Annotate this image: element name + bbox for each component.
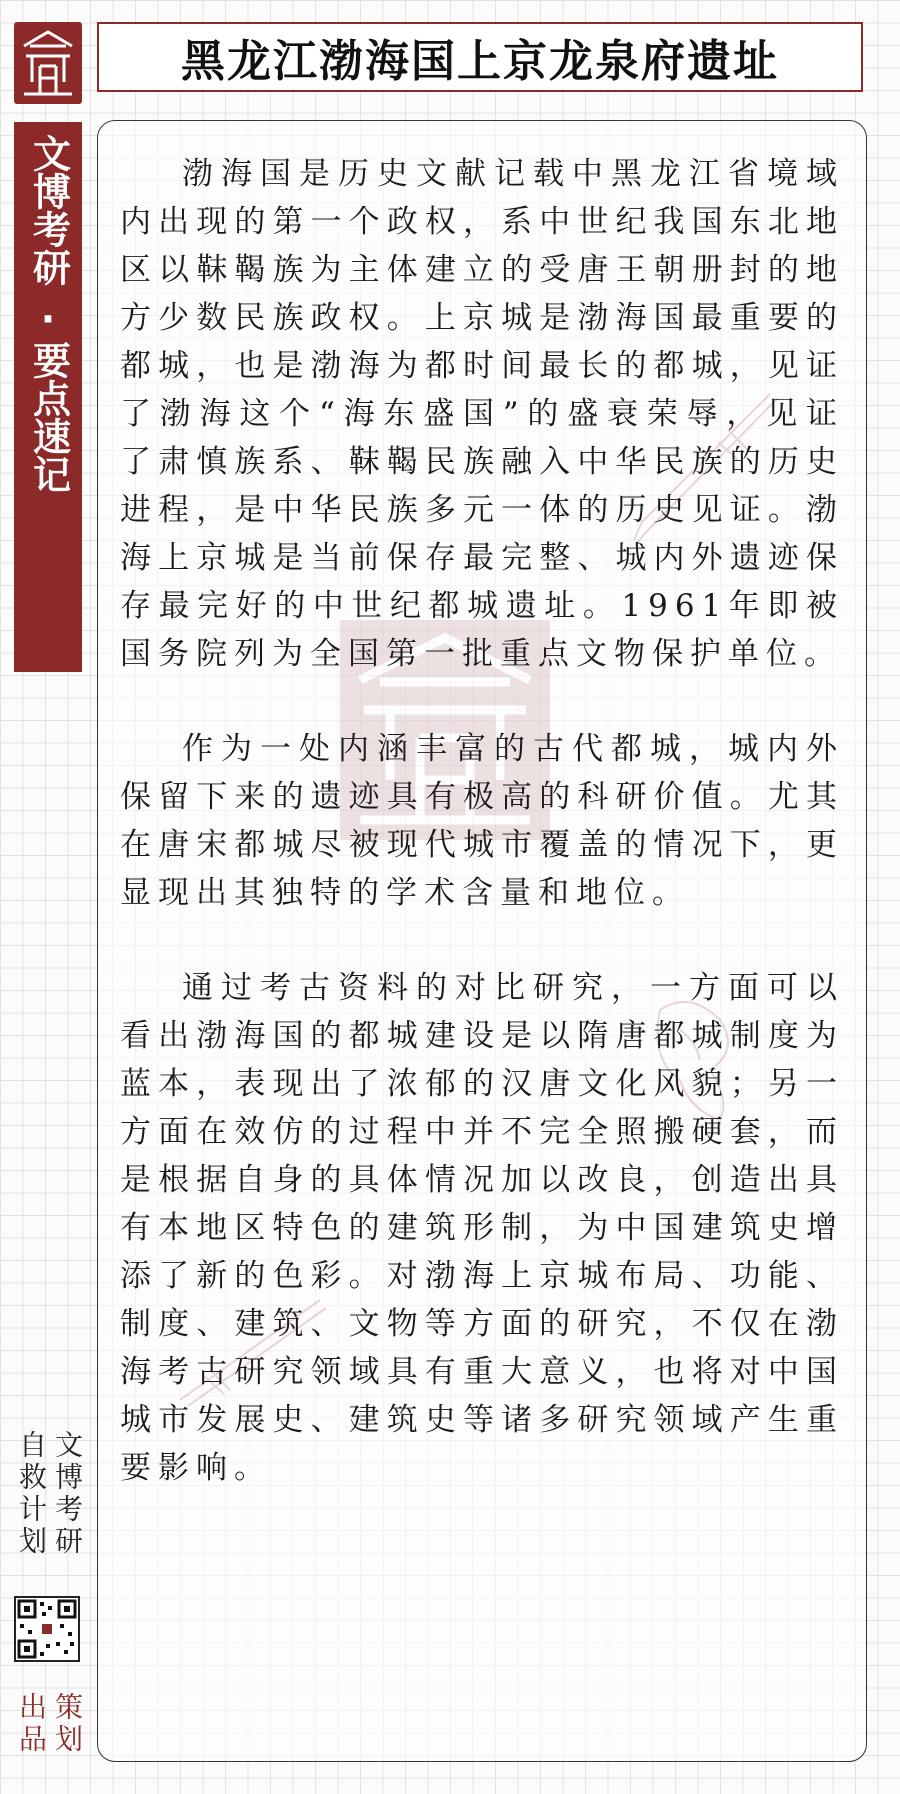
- title-box: [97, 22, 863, 92]
- paragraph-3: 通过考古资料的对比研究，一方面可以看出渤海国的都城建设是以隋唐都城制度为蓝本，表现出了浓郁的汉唐文化风貌；另一方面在效仿的过程中并不完全照搬硬套，而是根据自身的具体情况加以改良，创造出具有本地区特色的建筑形制，为中国建筑史增添了新的色彩。对渤海上京城布局、功能、制度、建筑、文物等方面的研究，不仅在渤海考古研究领域具有重大意义，也将对中国城市发展史、建筑史等诸多研究领域产生重要影响。: [120, 970, 844, 1486]
- banner-text-top: 文博考研: [26, 134, 71, 286]
- paragraph-1: 渤海国是历史文献记载中黑龙江省境域内出现的第一个政权，系中世纪我国东北地区以靺鞨族为主体建立的受唐王朝册封的地方少数民族政权。上京城是渤海国最重要的都城，也是渤海为都时间最长的都城，见证了渤海这个“海东盛国”的盛衰荣辱，见证了肃慎族系、靺鞨民族融入中华民族的历史进程，是中华民族多元一体的历史见证。渤海上京城是当前保存最完整、城内外遗迹保存最完好的中世纪都城遗址。1961年即被国务院列为全国第一批重点文物保护单位。: [120, 156, 844, 672]
- producer-col-left: 出品: [15, 1692, 48, 1756]
- producer-col-right: 策划: [51, 1692, 84, 1756]
- footer-col-right: 文博考研: [51, 1430, 84, 1558]
- pavilion-logo-icon: [14, 22, 82, 104]
- paragraph-2: 作为一处内涵丰富的古代都城，城内外保留下来的遗迹具有极高的科研价值。尤其在唐宋都城尽被现代城市覆盖的情况下，更显现出其独特的学术含量和地位。: [120, 731, 844, 911]
- article-body: [120, 150, 844, 1492]
- banner-text-bottom: 要点速记: [26, 341, 71, 493]
- banner-dot: ·: [40, 297, 56, 341]
- logo: [14, 22, 82, 104]
- qr-code: [14, 1596, 80, 1662]
- footer-col-left: 自救计划: [15, 1430, 48, 1558]
- side-banner: [14, 122, 82, 672]
- page-title: 黑龙江渤海国上京龙泉府遗址: [181, 36, 779, 87]
- qr-code-icon: [16, 1598, 78, 1660]
